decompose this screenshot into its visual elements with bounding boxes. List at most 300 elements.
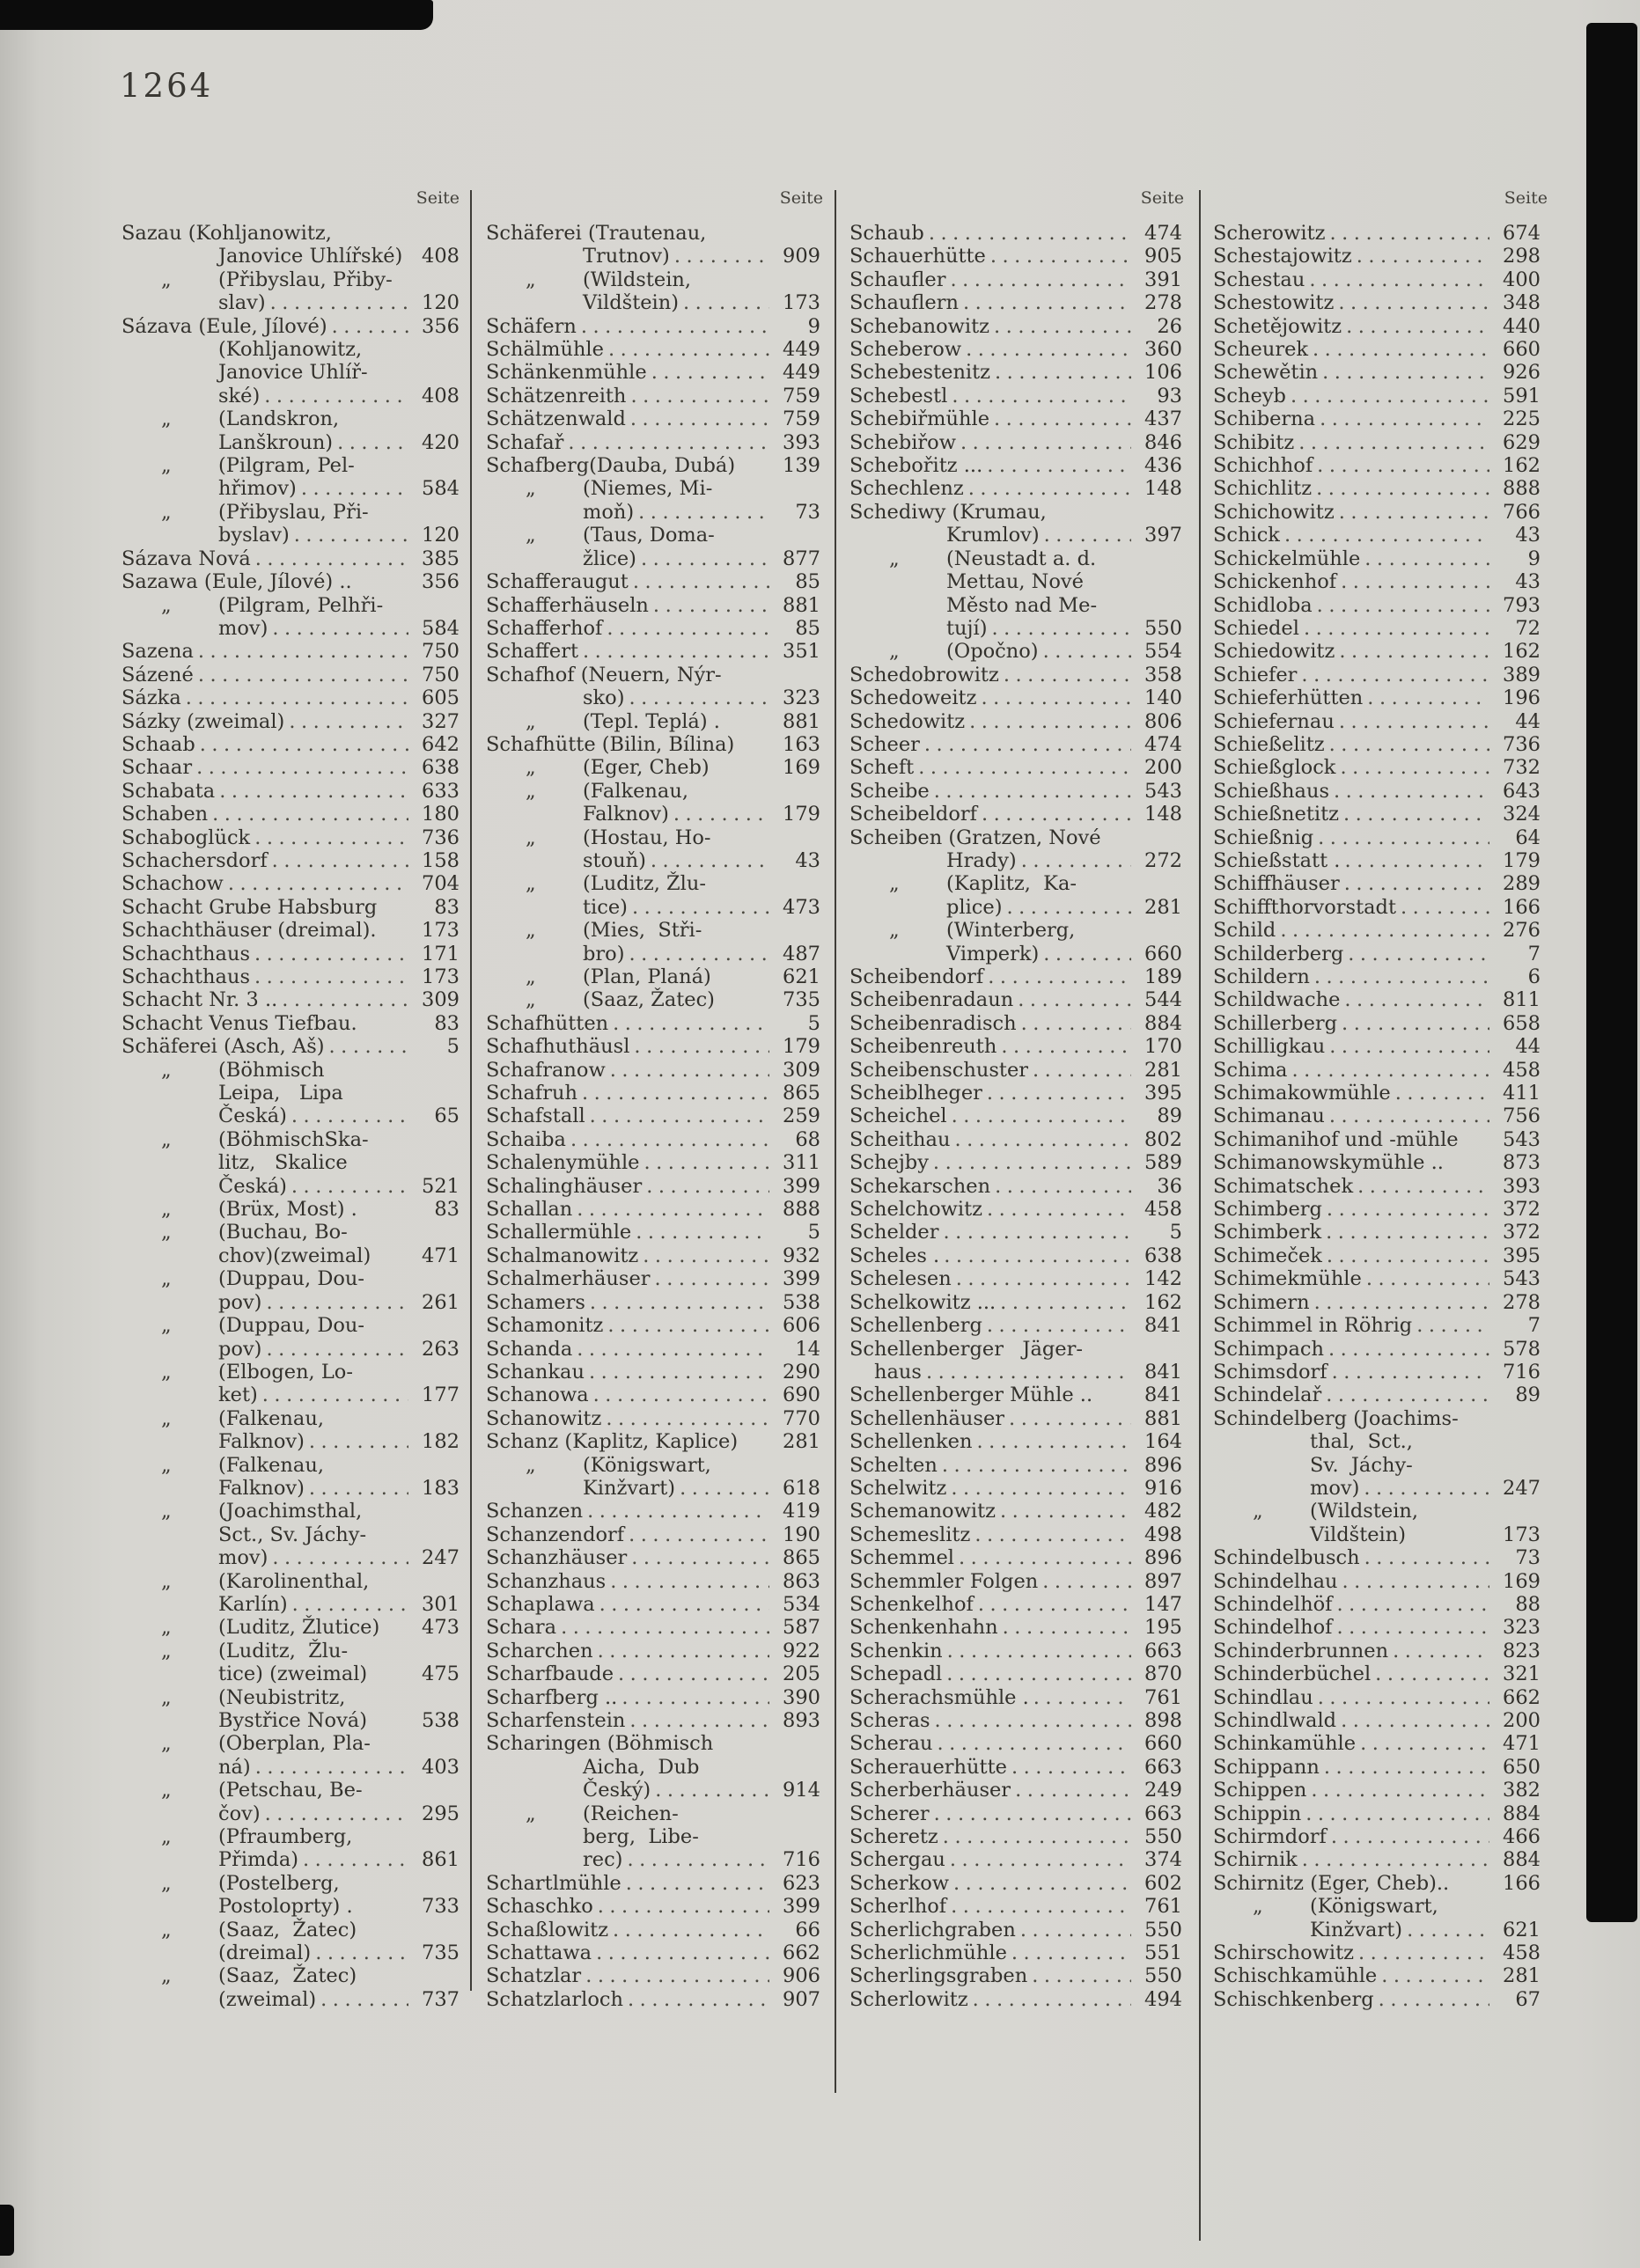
index-entry-row [1213,1384,1541,1406]
index-entry-row [849,1802,1182,1825]
entry-name: Schellenberg [849,1314,982,1338]
entry-page-number: 170 [1144,1035,1182,1059]
dot-leader [933,1151,1131,1174]
entry-page-number: 85 [795,616,820,640]
dot-leader [1311,1779,1489,1802]
entry-page-number: 759 [783,384,820,407]
entry-page-number: 905 [1144,245,1182,268]
entry-page-number: 200 [1503,1709,1541,1732]
entry-page-number: 543 [1144,779,1182,803]
index-entry-row [121,454,460,477]
entry-name: Schischkenberg [1213,1987,1374,2011]
entry-name: (Kaplitz, Ka- [946,872,1077,896]
entry-page-number: 750 [422,663,460,686]
index-entry-row [486,431,820,454]
dot-leader [628,1988,769,2011]
dot-leader [924,733,1131,756]
entry-page-number: 897 [1144,1569,1182,1593]
index-entry-row [1213,686,1541,709]
index-entry-row [121,1128,460,1151]
index-entry-row [849,664,1182,686]
entry-page-number: 309 [783,1058,820,1082]
entry-name: Schafferaugut [486,570,629,594]
ditto-mark: „ [526,709,536,733]
index-entry-row [849,826,1182,849]
ditto-mark: „ [526,477,536,501]
entry-page-number: 44 [1515,709,1541,733]
dot-leader [607,617,769,640]
index-entry-row [849,1523,1182,1546]
index-entry-row [121,1732,460,1755]
dot-leader [585,1964,769,1987]
dot-leader [198,664,408,686]
entry-page-number: 863 [783,1569,820,1593]
dot-leader [583,640,769,663]
entry-page-number: 737 [422,1987,460,2011]
dot-leader [265,1802,408,1825]
entry-name: Schischkamühle [1213,1964,1378,1988]
entry-page-number: 166 [1503,895,1541,919]
index-entry-row [121,1035,460,1058]
dot-leader [582,1082,769,1105]
index-entry-row [121,1662,460,1685]
entry-name: Schildwache [1213,988,1341,1012]
entry-page-number: 458 [1503,1058,1541,1082]
entry-page-number: 621 [783,965,820,988]
entry-name: (Duppau, Dou- [218,1267,365,1291]
entry-name: Schidloba [1213,593,1313,617]
entry-page-number: 916 [1144,1476,1182,1500]
entry-name: (Wildstein, [583,268,692,291]
entry-page-number: 436 [1144,454,1182,478]
dot-leader [1341,570,1489,593]
entry-page-number: 550 [1144,1918,1182,1941]
dot-leader [673,803,769,826]
dot-leader [1326,1221,1489,1244]
entry-page-number: 372 [1503,1221,1541,1244]
entry-page-number: 249 [1144,1779,1182,1802]
index-entry-row [1213,268,1541,291]
entry-page-number: 884 [1144,1011,1182,1035]
entry-name: (Petschau, Be- [218,1779,363,1802]
index-entry-row [1213,385,1541,407]
dot-leader [982,803,1131,826]
entry-name: Schiedel [1213,616,1299,640]
entry-page-number: 658 [1503,1011,1541,1035]
entry-page-number: 200 [1144,756,1182,780]
entry-page-number: 374 [1144,1848,1182,1872]
entry-page-number: 356 [422,570,460,594]
dot-leader [1318,1686,1489,1709]
entry-name: Scheretz [849,1825,938,1849]
entry-page-number: 865 [783,1082,820,1105]
entry-name: Schestowitz [1213,291,1335,315]
entry-page-number: 323 [783,686,820,710]
entry-name: Schild [1213,919,1276,943]
dot-leader [254,943,408,965]
entry-name: žlice) [583,547,636,570]
index-entry-row [849,1291,1182,1314]
entry-name: (Landskron, [218,407,340,431]
entry-page-number: 298 [1503,245,1541,268]
index-entry-row [1213,501,1541,524]
entry-name: Schindelhöf [1213,1592,1333,1616]
dot-leader [1340,756,1489,779]
entry-name: Schenkenhahn [849,1616,998,1640]
dot-leader [1317,594,1489,617]
entry-name: Falknov) [218,1476,305,1500]
dot-leader [1375,1662,1489,1685]
index-entry-row [121,826,460,849]
index-entry-row [1213,1361,1541,1384]
dot-leader [1329,1105,1489,1127]
entry-name: Schimanihof und -mühle [1213,1127,1459,1151]
dot-leader [1401,896,1489,919]
entry-page-number: 83 [434,1198,460,1222]
ditto-mark: „ [161,1221,172,1244]
entry-name: Schippin [1213,1802,1302,1825]
entry-page-number: 411 [1503,1082,1541,1105]
entry-name: Schirnik [1213,1848,1298,1872]
entry-page-number: 471 [422,1244,460,1267]
index-entry-row [486,1361,820,1384]
entry-name: (Eger, Cheb) [583,756,710,780]
dot-leader [1331,1825,1489,1848]
entry-name: Sázené [121,663,194,686]
entry-name: Schafař [486,430,564,454]
index-entry-row [121,1244,460,1267]
entry-page-number: 629 [1503,430,1541,454]
entry-page-number: 907 [783,1987,820,2011]
index-entry-row [1213,1709,1541,1732]
index-entry-row [849,896,1182,919]
entry-name: Schafhuthäusl [486,1035,630,1059]
entry-name: Schimekmühle [1213,1267,1362,1291]
index-entry-row [121,1593,460,1616]
entry-name: Sazena [121,640,194,664]
entry-name: (Falkenau, [218,1406,324,1430]
entry-page-number: 638 [1144,1244,1182,1267]
entry-page-number: 770 [783,1406,820,1430]
entry-page-number: 385 [422,547,460,570]
dot-leader [272,849,408,872]
index-entry-row [121,1059,460,1082]
dot-leader [1316,477,1489,500]
dot-leader [587,1500,769,1523]
entry-name: Janovice Uhlíř- [218,361,368,385]
dot-leader [1033,1686,1131,1709]
entry-name: Scheibeldorf [849,803,977,826]
index-entry-row [849,477,1182,500]
index-entry-row [486,1221,820,1244]
dot-leader [973,1988,1131,2011]
dot-leader [630,385,769,407]
entry-name: Postoloprty) . [218,1895,353,1919]
index-entry-row [1213,431,1541,454]
entry-page-number: 173 [1503,1523,1541,1546]
entry-page-number: 888 [783,1198,820,1222]
dot-leader [598,1895,769,1918]
entry-name: Vimperk) [946,942,1040,965]
ditto-mark: „ [161,1453,172,1477]
entry-page-number: 263 [422,1337,460,1361]
dot-leader [1011,1941,1131,1964]
entry-name: Schafferhäuseln [486,593,649,617]
dot-leader [212,803,408,826]
entry-page-number: 735 [422,1941,460,1965]
dot-leader [198,640,408,663]
index-entry-row [121,1546,460,1569]
dot-leader [1291,1059,1489,1082]
dot-leader [621,1686,769,1709]
entry-page-number: 43 [1515,570,1541,594]
entry-page-number: 372 [1503,1198,1541,1222]
index-entry-row [486,1430,820,1453]
ditto-mark: „ [161,500,172,524]
entry-name: Schafhof (Neuern, Nýr- [486,663,722,686]
entry-page-number: 5 [1169,1221,1182,1244]
dot-leader [929,222,1131,245]
index-entry-row [1213,1732,1541,1755]
entry-name: Scheibenradisch [849,1011,1017,1035]
scan-artifact-right-bar [1586,23,1637,1922]
entry-page-number: 395 [1144,1082,1182,1105]
entry-page-number: 544 [1144,988,1182,1012]
dot-leader [1298,431,1489,454]
index-entry-row [849,1198,1182,1221]
entry-page-number: 148 [1144,803,1182,826]
index-entry-row [486,1267,820,1290]
index-entry-row [486,338,820,361]
index-entry-row [849,849,1182,872]
entry-name: Scherlichgraben [849,1918,1016,1941]
dot-leader [1339,501,1489,524]
dot-leader [1000,1500,1131,1523]
entry-page-number: 276 [1503,919,1541,943]
entry-name: plice) [946,895,1003,919]
entry-name: Sázava Nová [121,547,251,570]
index-entry-row [849,1848,1182,1871]
index-entry-row [486,1895,820,1918]
entry-name: Schattawa [486,1941,592,1965]
dot-leader [1309,268,1489,291]
index-entry-row [121,919,460,942]
dot-leader [1364,1546,1489,1569]
index-entry-row [849,1407,1182,1430]
dot-leader [332,315,408,338]
entry-name: Schirschowitz [1213,1941,1354,1965]
entry-name: Schekarschen [849,1174,991,1198]
index-entry-row [849,1384,1182,1406]
ditto-mark: „ [526,524,536,547]
index-entry-row [121,570,460,593]
index-column-1 [121,222,460,2011]
entry-name: Schaub [849,222,924,245]
entry-name: Schanzhäuser [486,1546,628,1570]
entry-name: Schinderbüchel [1213,1662,1372,1686]
dot-leader [1314,1291,1489,1314]
dot-leader [1346,315,1489,338]
dot-leader [1018,988,1131,1011]
entry-name: (Neustadt a. d. [946,547,1097,570]
entry-name: Schätzenreith [486,384,627,407]
ditto-mark: „ [889,640,900,664]
entry-name: (Přibyslau, Přiby- [218,268,393,291]
entry-name: (Reichen- [583,1802,679,1825]
entry-name: Schebořitz ... [849,454,983,478]
entry-name: Schachthaus [121,942,250,965]
entry-name: Schedobrowitz [849,663,999,686]
ditto-mark: „ [161,1058,172,1082]
index-entry-row [486,988,820,1011]
ditto-mark: „ [526,872,536,896]
entry-name: hřimov) [218,477,297,501]
entry-page-number: 158 [422,848,460,872]
index-entry-row [849,710,1182,733]
dot-leader [228,872,408,895]
entry-name: mov) [218,616,268,640]
ditto-mark: „ [161,1314,172,1338]
entry-name: Scheer [849,732,920,756]
entry-name: Schimatschek [1213,1174,1354,1198]
index-entry-row [121,1941,460,1964]
entry-page-number: 543 [1503,1267,1541,1291]
index-entry-row [486,477,820,500]
entry-name: Hrady) [946,848,1017,872]
entry-name: Schindelhof [1213,1616,1333,1640]
dot-leader [610,1570,769,1593]
entry-name: ket) [218,1384,258,1407]
index-entry-row [1213,1640,1541,1662]
index-entry-row [486,1872,820,1895]
entry-page-number: 93 [1157,384,1182,407]
index-entry-row [849,872,1182,895]
dot-leader [918,756,1131,779]
dot-leader [1328,1338,1489,1361]
entry-page-number: 877 [783,547,820,570]
dot-leader [943,1825,1131,1848]
entry-page-number: 870 [1144,1662,1182,1686]
entry-page-number: 67 [1515,1987,1541,2011]
index-entry-row [1213,1151,1541,1174]
entry-page-number: 538 [422,1709,460,1732]
entry-name: (Luditz, Žlu- [218,1639,349,1662]
ditto-mark: „ [161,1964,172,1988]
index-entry-row [1213,1430,1541,1453]
dot-leader [991,617,1131,640]
index-entry-row [1213,1267,1541,1290]
entry-name: Schanowa [486,1384,589,1407]
entry-page-number: 73 [1515,1546,1541,1570]
entry-page-number: 403 [422,1755,460,1779]
dot-leader [1003,1616,1131,1639]
entry-name: Schenkin [849,1639,943,1662]
index-entry-row [486,1802,820,1825]
dot-leader [947,1640,1131,1662]
index-entry-row [486,664,820,686]
entry-name: (Brüx, Most) . [218,1198,357,1222]
dot-leader [981,686,1131,709]
dot-leader [1318,826,1489,849]
index-entry-row [486,1593,820,1616]
entry-name: Schacht Nr. 3 .. [121,988,278,1012]
index-entry-row [849,686,1182,709]
dot-leader [944,1244,1131,1267]
entry-page-number: 36 [1157,1174,1182,1198]
entry-name: Schichhof [1213,454,1313,478]
entry-name: (Oberplan, Pla- [218,1732,371,1756]
entry-name: Schafberg(Dauba, Dubá) [486,454,736,478]
entry-name: Schewětin [1213,361,1319,385]
dot-leader [1044,524,1131,547]
index-entry-row [121,1895,460,1918]
entry-page-number: 195 [1144,1616,1182,1640]
index-entry-row [1213,1895,1541,1918]
entry-name: Sázka [121,686,181,710]
dot-leader [1001,1035,1131,1058]
dot-leader [1360,1732,1489,1755]
entry-page-number: 704 [422,872,460,896]
entry-page-number: 756 [1503,1105,1541,1128]
index-entry-row [1213,965,1541,988]
entry-name: Schickenhof [1213,570,1337,594]
index-entry-row [1213,547,1541,570]
entry-name: Schachersdorf [121,848,268,872]
ditto-mark: „ [161,1267,172,1291]
entry-name: (Neubistritz, [218,1685,346,1709]
index-entry-row [1213,1546,1541,1569]
index-entry-row [1213,1477,1541,1500]
dot-leader [963,291,1131,314]
entry-page-number: 893 [783,1709,820,1732]
entry-page-number: 289 [1503,872,1541,896]
dot-leader [995,361,1131,384]
index-entry-row [121,1988,460,2011]
entry-name: Schimsdorf [1213,1360,1327,1384]
index-entry-row [121,1082,460,1105]
index-entry-row [486,454,820,477]
index-entry-row [486,1500,820,1523]
dot-leader [934,1802,1131,1825]
dot-leader [1327,1198,1489,1221]
dot-leader [641,547,769,570]
index-entry-row [1213,1407,1541,1430]
index-entry-row [1213,1593,1541,1616]
dot-leader [1395,1082,1489,1105]
dot-leader [1342,1012,1489,1035]
dot-leader [653,594,769,617]
entry-name: Schießnig [1213,826,1314,849]
dot-leader [291,1175,408,1198]
index-entry-row [849,1244,1182,1267]
index-entry-row [1213,315,1541,338]
entry-page-number: 419 [783,1500,820,1523]
entry-page-number: 716 [1503,1360,1541,1384]
dot-leader [629,1523,769,1546]
dot-leader [599,1593,769,1616]
index-entry-row [849,965,1182,988]
index-entry-row [486,1964,820,1987]
entry-name: Scheiblheger [849,1082,982,1105]
dot-leader [581,315,769,338]
entry-name: (Winterberg, [946,919,1076,943]
dot-leader [987,1082,1131,1105]
index-entry-row [486,501,820,524]
entry-name: (Niemes, Mi- [583,477,713,501]
index-entry-row [121,1477,460,1500]
index-entry-row [486,733,820,756]
entry-page-number: 281 [1144,1058,1182,1082]
